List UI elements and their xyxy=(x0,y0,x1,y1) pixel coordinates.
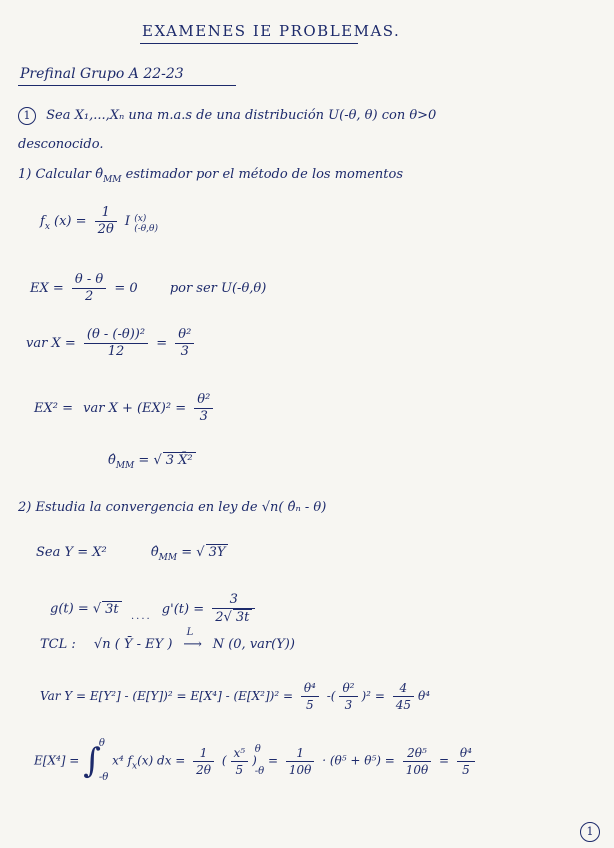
integral-limits: θ -θ xyxy=(98,738,109,783)
fraction: $\frac{\text{θ⁴}}{5}$ xyxy=(301,680,319,713)
problem-1-statement xyxy=(18,107,436,125)
fraction: $\frac{\text{θ²}}{3}$ xyxy=(194,392,213,425)
part-1-heading xyxy=(18,167,403,185)
part-1-number: 1) xyxy=(18,167,32,182)
bracket-limits: θ -θ xyxy=(254,744,265,777)
problem-1-statement-cont: desconocido. xyxy=(18,137,104,152)
problem-number-badge: 1 xyxy=(18,107,36,125)
ex2-equation: EX² = var X + (EX)² = $\frac{\text{θ²}}{3}$ xyxy=(34,392,217,425)
ex4-line: E[X⁴] = ∫ θ -θ x⁴ $f_x(x)$ dx = $\frac{1}{2\theta}$ ( $\frac{\text{x⁵}}{5}$ ) θ -θ = $\frac{1}{10\theta}$ · (θ⁵ + θ⁵) = $\frac{\text{2θ⁵}}{10\theta}$ = $\frac{\text{θ⁴}}{5}$ xyxy=(34,738,479,784)
fraction: $\frac{1}{2\theta}$ xyxy=(95,205,117,238)
estimator-result: $\thetâ_{MM}$ = √ 3 X̄² xyxy=(108,452,196,471)
fraction: $\frac{\text{θ⁴}}{5}$ xyxy=(457,745,475,778)
integral-icon: ∫ xyxy=(83,741,101,781)
fraction: $\frac{4}{45}$ xyxy=(393,680,414,713)
fraction: $\frac{3}{2√ 3t}$ xyxy=(212,592,255,626)
part-1-text: Calcular θ̂ xyxy=(35,167,104,182)
header-underline xyxy=(18,85,236,86)
fraction: $\frac{\text{θ²}}{3}$ xyxy=(339,680,357,713)
part-1-sub: MM xyxy=(103,175,122,185)
var-y-line: Var Y = E[Y²] - (E[Y])² = E[X⁴] - (E[X²])² = $\frac{\text{θ⁴}}{5}$ -( $\frac{\text{θ²}}{3}$ )² = $\frac{4}{45}$ θ⁴ xyxy=(40,681,431,712)
fraction: $\frac{\theta - \theta}{2}$ xyxy=(72,272,106,305)
convergence-arrow-icon: L ⟶ xyxy=(183,627,202,652)
fraction: $\frac{\text{θ²}}{3}$ xyxy=(175,327,194,360)
g-function-line: g(t) = √ 3t g'(t) = $\frac{3}{2√ 3t}$ xyxy=(50,592,259,626)
fraction: $\frac{\text{x⁵}}{5}$ xyxy=(231,745,249,778)
sqrt-icon: √ xyxy=(92,601,102,617)
density-equation: $f_x$ (x) = $\frac{1}{2\theta}$ I (x) (-θ,θ) xyxy=(40,205,158,237)
fraction: $\frac{1}{10\theta}$ xyxy=(286,745,315,778)
fraction: $\frac{\text{(θ - (-θ))²}}{12}$ xyxy=(84,327,148,360)
indicator-limits: (x) (-θ,θ) xyxy=(134,214,158,234)
sea-y-line: Sea Y = X² $\thetâ_{MM}$ = √ 3Ȳ xyxy=(36,544,228,563)
var-x-equation: var X = $\frac{\text{(θ - (-θ))²}}{12}$ = $\frac{\text{θ²}}{3}$ xyxy=(26,327,198,360)
title-underline xyxy=(140,43,358,44)
fraction: $\frac{\text{2θ⁵}}{10\theta}$ xyxy=(403,745,432,778)
fraction: $\frac{1}{2\theta}$ xyxy=(193,745,214,778)
part-1-text-rest: estimador por el método de los momentos xyxy=(121,167,404,182)
dots-decoration: .... xyxy=(131,611,152,622)
part-2-heading: 2) Estudia la convergencia en ley de √n( θ̂ₙ - θ) xyxy=(18,500,327,515)
problem-1-text: Sea X₁,...,Xₙ una m.a.s de una distribución U(-θ, θ) con θ>0 xyxy=(46,108,437,123)
exam-header: Prefinal Grupo A 22-23 xyxy=(20,66,184,82)
tcl-line: TCL : √n ( Ȳ - EY ) L ⟶ N (0, var(Y)) xyxy=(40,627,295,652)
page-number-badge: 1 xyxy=(580,822,600,842)
sqrt-icon: √ xyxy=(153,453,162,468)
ex-equation: EX = $\frac{\theta - \theta}{2}$ = 0 por ser U(-θ,θ) xyxy=(30,272,267,304)
page-title: EXAMENES IE PROBLEMAS. xyxy=(142,22,401,40)
sqrt-icon: √ xyxy=(196,545,205,560)
